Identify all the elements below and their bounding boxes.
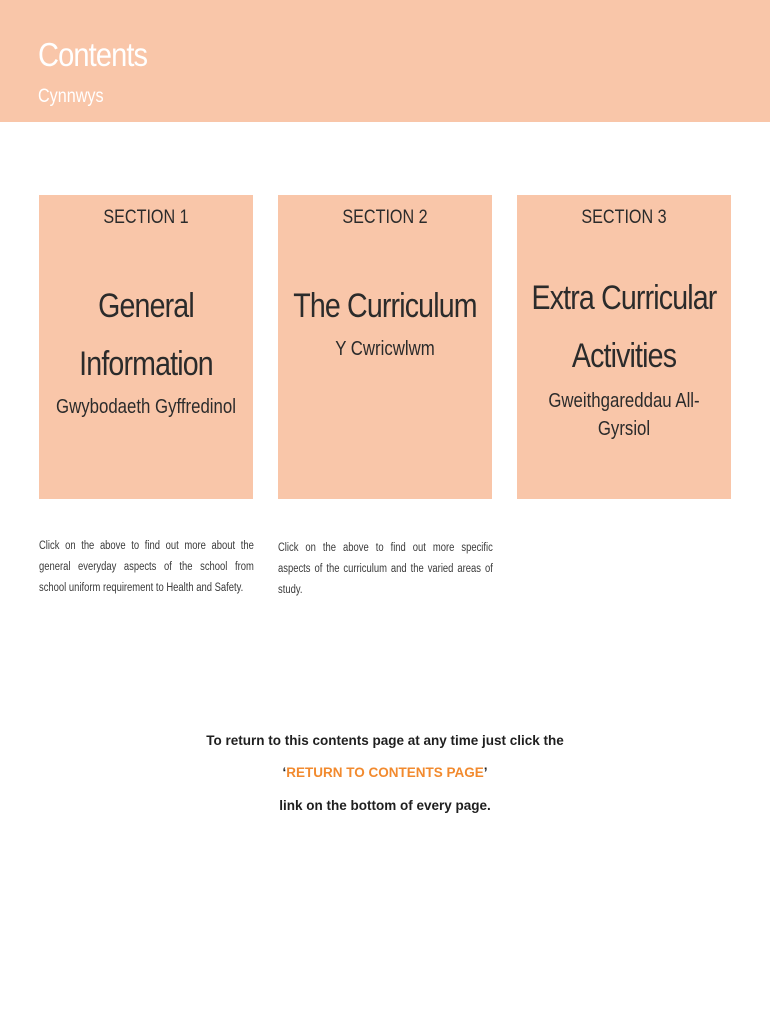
section-title: The Curriculum	[293, 287, 477, 325]
section-2-card[interactable]	[278, 195, 492, 499]
section-label: SECTION 3	[581, 207, 667, 228]
section-2-description: Click on the above to find out more specific aspects of the curriculum and the varied areas of study.	[278, 542, 493, 596]
section-3-card[interactable]	[517, 195, 731, 499]
page-subtitle: Cynnwys	[38, 86, 104, 107]
page-title: Contents	[38, 36, 148, 73]
return-to-contents-link[interactable]: RETURN TO CONTENTS PAGE	[286, 765, 484, 780]
footer-line-1: To return to this contents page at any time just click the	[206, 733, 564, 748]
footer-line-3: link on the bottom of every page.	[279, 798, 491, 813]
section-1-description: Click on the above to find out more about the general everyday aspects of the school from school uniform requirement to Health and Safety.	[39, 540, 254, 594]
quote-open: ‘	[282, 765, 287, 780]
section-title: General Information	[79, 287, 213, 383]
section-welsh-title: Y Cwricwlwm	[335, 338, 435, 360]
section-label: SECTION 2	[342, 207, 428, 228]
section-label: SECTION 1	[103, 207, 189, 228]
section-welsh-title: Gwybodaeth Gyffredinol	[56, 396, 236, 418]
page-header	[0, 0, 770, 122]
section-welsh-title: Gweithgareddau All-Gyrsiol	[548, 390, 700, 440]
footer-line-2	[0, 765, 770, 780]
section-title: Extra Curricular Activities	[531, 279, 717, 375]
quote-close: ’	[483, 765, 488, 780]
section-1-card[interactable]	[39, 195, 253, 499]
